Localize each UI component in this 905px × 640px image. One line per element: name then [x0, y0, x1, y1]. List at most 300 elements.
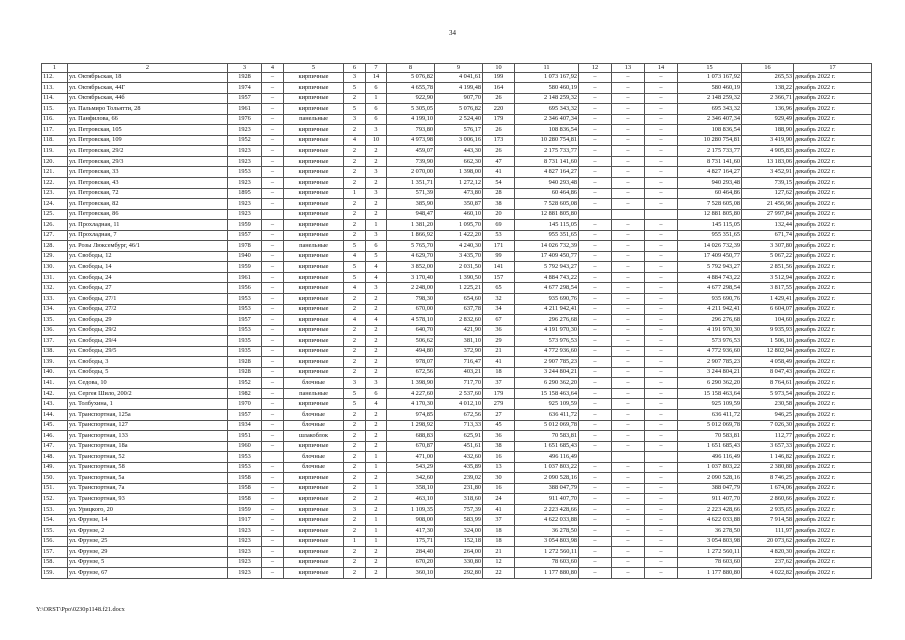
table-cell: 279 — [483, 399, 515, 410]
table-cell: 239,02 — [435, 473, 483, 484]
table-cell: 4 622 033,88 — [515, 515, 579, 526]
table-cell: 157. — [42, 547, 68, 558]
table-cell: декабрь 2022 г. — [794, 114, 872, 125]
table-row — [42, 241, 872, 252]
table-cell: – — [579, 241, 612, 252]
table-cell: 9 935,93 — [742, 325, 794, 336]
table-cell: 126. — [42, 220, 68, 231]
table-cell: кирпичные — [284, 325, 344, 336]
table-cell: 3 — [366, 125, 387, 136]
table-cell: 37 — [483, 378, 515, 389]
table-cell: 119. — [42, 146, 68, 157]
table-cell: 2 — [366, 336, 387, 347]
table-cell: 1 272 560,11 — [678, 547, 742, 558]
table-cell: – — [645, 135, 678, 146]
table-cell: 7 528 605,08 — [678, 199, 742, 210]
table-row — [42, 410, 872, 421]
table-cell: 688,83 — [387, 431, 435, 442]
table-cell: 908,00 — [387, 515, 435, 526]
table-cell: 637,78 — [435, 304, 483, 315]
table-cell: – — [579, 156, 612, 167]
table-cell: 13 — [483, 462, 515, 473]
table-cell: 1923 — [228, 199, 262, 210]
table-cell: 5 305,05 — [387, 104, 435, 115]
table-cell: 3 419,90 — [742, 135, 794, 146]
table-cell: 2 — [344, 293, 366, 304]
table-cell: – — [612, 188, 645, 199]
table-cell: 114. — [42, 93, 68, 104]
table-cell: 5 — [344, 262, 366, 273]
table-cell: 713,33 — [435, 420, 483, 431]
table-cell: 2 148 259,32 — [678, 93, 742, 104]
table-cell: – — [579, 568, 612, 579]
table-cell: декабрь 2022 г. — [794, 241, 872, 252]
table-cell: – — [262, 462, 284, 473]
table-cell: 8 047,43 — [742, 367, 794, 378]
table-cell: 5 765,70 — [387, 241, 435, 252]
table-cell: – — [612, 399, 645, 410]
table-cell: 955 351,65 — [678, 230, 742, 241]
table-cell: ул. Транспортная, 18а — [68, 441, 228, 452]
table-cell: 3 006,16 — [435, 135, 483, 146]
table-row — [42, 272, 872, 283]
table-cell: ул. Транспортная, 52 — [68, 452, 228, 463]
table-cell: 911 407,70 — [515, 494, 579, 505]
table-cell: – — [262, 230, 284, 241]
table-cell: 13 183,06 — [742, 156, 794, 167]
table-cell: 1923 — [228, 125, 262, 136]
table-cell: ул. Транспортная, 125а — [68, 410, 228, 421]
table-cell: 2 — [344, 199, 366, 210]
table-cell: кирпичные — [284, 399, 344, 410]
table-cell: 4 — [344, 251, 366, 262]
table-cell: 1923 — [228, 156, 262, 167]
table-cell: – — [262, 515, 284, 526]
table-cell: 36 278,50 — [678, 526, 742, 537]
table-cell: – — [612, 378, 645, 389]
table-cell: 324,00 — [435, 526, 483, 537]
table-cell: 1 429,41 — [742, 293, 794, 304]
table-cell: 5 — [344, 399, 366, 410]
table-cell: 6 — [366, 388, 387, 399]
table-cell: 385,90 — [387, 199, 435, 210]
table-cell: 4 191 970,30 — [515, 325, 579, 336]
table-cell: ул. Сергея Шило, 200/2 — [68, 388, 228, 399]
table-cell: ул. Свободы, 3 — [68, 357, 228, 368]
table-cell: ул. Толбухина, 1 — [68, 399, 228, 410]
table-cell: 1923 — [228, 568, 262, 579]
table-cell: кирпичные — [284, 188, 344, 199]
table-cell: ул. Пальмиро Тольятти, 28 — [68, 104, 228, 115]
table-cell: – — [579, 515, 612, 526]
table-cell: 381,10 — [435, 336, 483, 347]
table-cell: 1 422,20 — [435, 230, 483, 241]
table-cell: – — [579, 526, 612, 537]
table-cell: – — [579, 494, 612, 505]
table-cell: 152. — [42, 494, 68, 505]
table-cell: 695 343,32 — [678, 104, 742, 115]
table-cell: 1935 — [228, 346, 262, 357]
table-cell: 978,07 — [387, 357, 435, 368]
table-cell: – — [645, 188, 678, 199]
table-cell: – — [645, 494, 678, 505]
table-cell: 4 622 033,88 — [678, 515, 742, 526]
table-cell: 27 — [483, 410, 515, 421]
table-cell: декабрь 2022 г. — [794, 378, 872, 389]
table-cell: – — [262, 568, 284, 579]
table-row — [42, 557, 872, 568]
table-cell: 16 — [483, 483, 515, 494]
table-cell: – — [645, 367, 678, 378]
table-cell: 1 398,90 — [387, 378, 435, 389]
table-cell: 1923 — [228, 547, 262, 558]
housing-registry-table — [41, 63, 872, 579]
table-cell: 135. — [42, 315, 68, 326]
table-cell: 2 — [344, 515, 366, 526]
table-cell: 372,90 — [435, 346, 483, 357]
table-cell: 65 — [483, 283, 515, 294]
table-cell: – — [579, 293, 612, 304]
table-cell: 925 109,59 — [678, 399, 742, 410]
table-cell: – — [262, 304, 284, 315]
table-cell: 3 657,33 — [742, 441, 794, 452]
table-body — [42, 72, 872, 578]
table-cell: 4 — [366, 262, 387, 273]
table-cell: 1 — [344, 188, 366, 199]
table-cell: кирпичные — [284, 526, 344, 537]
table-cell: 576,17 — [435, 125, 483, 136]
table-cell: ул. Петровская, 86 — [68, 209, 228, 220]
table-row — [42, 420, 872, 431]
table-cell: 70 583,81 — [515, 431, 579, 442]
table-cell — [612, 452, 645, 463]
table-cell: декабрь 2022 г. — [794, 199, 872, 210]
table-cell: 2 — [344, 93, 366, 104]
table-row — [42, 251, 872, 262]
table-cell: 3 — [344, 72, 366, 83]
column-header: 12 — [579, 64, 612, 73]
table-cell: 69 — [483, 220, 515, 231]
table-cell: 145 115,05 — [678, 220, 742, 231]
table-cell: 70 583,81 — [678, 431, 742, 442]
table-cell: 716,47 — [435, 357, 483, 368]
table-cell: 145. — [42, 420, 68, 431]
table-cell: – — [645, 241, 678, 252]
table-cell: 179 — [483, 114, 515, 125]
table-cell: декабрь 2022 г. — [794, 283, 872, 294]
table-cell: 636 411,72 — [678, 410, 742, 421]
table-cell: ул. Петровская, 29/2 — [68, 146, 228, 157]
table-cell: кирпичные — [284, 346, 344, 357]
table-cell: декабрь 2022 г. — [794, 325, 872, 336]
table-cell: 41 — [483, 167, 515, 178]
table-cell: – — [579, 473, 612, 484]
table-cell: 153. — [42, 504, 68, 515]
table-cell: 1 225,21 — [435, 283, 483, 294]
table-cell: 151. — [42, 483, 68, 494]
table-cell: 2 366,71 — [742, 93, 794, 104]
table-cell: 940 293,48 — [678, 177, 742, 188]
table-cell: 230,58 — [742, 399, 794, 410]
table-cell: кирпичные — [284, 156, 344, 167]
table-cell: 1 — [366, 452, 387, 463]
table-cell: 4 884 743,22 — [678, 272, 742, 283]
table-cell: 4 199,48 — [435, 83, 483, 94]
table-cell: ул. Фрунзе, 67 — [68, 568, 228, 579]
column-header: 15 — [678, 64, 742, 73]
table-cell: ул. Свободы, 29/4 — [68, 336, 228, 347]
table-cell: 5 792 943,27 — [678, 262, 742, 273]
column-header: 3 — [228, 64, 262, 73]
table-cell: – — [579, 114, 612, 125]
table-cell: 8 764,61 — [742, 378, 794, 389]
table-cell: 2 907 785,23 — [678, 357, 742, 368]
table-cell — [579, 209, 612, 220]
table-cell: – — [262, 420, 284, 431]
table-cell: 4 820,30 — [742, 547, 794, 558]
table-row — [42, 494, 872, 505]
table-cell: 670,00 — [387, 304, 435, 315]
table-cell: – — [262, 367, 284, 378]
table-cell: – — [645, 146, 678, 157]
table-cell: 142. — [42, 388, 68, 399]
table-cell: 144. — [42, 410, 68, 421]
table-cell: 670,20 — [387, 557, 435, 568]
table-cell: 134. — [42, 304, 68, 315]
table-cell: 32 — [483, 293, 515, 304]
table-cell: – — [612, 325, 645, 336]
table-cell: – — [612, 410, 645, 421]
table-cell: – — [579, 146, 612, 157]
table-cell: 4 973,98 — [387, 135, 435, 146]
column-header: 10 — [483, 64, 515, 73]
table-cell: 18 — [483, 526, 515, 537]
table-cell: – — [645, 346, 678, 357]
table-cell: – — [262, 547, 284, 558]
table-cell: 2 175 733,77 — [515, 146, 579, 157]
table-cell: – — [579, 325, 612, 336]
table-cell: ул. Свободы, 27 — [68, 283, 228, 294]
table-cell: 20 — [483, 209, 515, 220]
table-cell: ул. Свободы, 29/2 — [68, 325, 228, 336]
table-cell: – — [262, 83, 284, 94]
table-cell: 2 524,40 — [435, 114, 483, 125]
table-cell: кирпичные — [284, 515, 344, 526]
table-cell: кирпичные — [284, 336, 344, 347]
table-cell: 571,39 — [387, 188, 435, 199]
table-cell: 2 — [366, 209, 387, 220]
table-row — [42, 515, 872, 526]
table-cell: кирпичные — [284, 357, 344, 368]
table-cell: 171 — [483, 241, 515, 252]
table-cell: – — [645, 483, 678, 494]
table-cell: 4 170,30 — [387, 399, 435, 410]
table-cell: 3 170,40 — [387, 272, 435, 283]
table-cell: 360,10 — [387, 568, 435, 579]
table-cell: 4 — [366, 315, 387, 326]
table-cell: 155. — [42, 526, 68, 537]
table-cell: блочные — [284, 410, 344, 421]
table-cell: 573 976,53 — [515, 336, 579, 347]
table-cell: 26 — [483, 125, 515, 136]
table-row — [42, 315, 872, 326]
table-cell: 443,30 — [435, 146, 483, 157]
table-cell: 432,60 — [435, 452, 483, 463]
table-cell: 2 — [344, 357, 366, 368]
table-cell: ул. Петровская, 72 — [68, 188, 228, 199]
table-cell: кирпичные — [284, 220, 344, 231]
table-cell: ул. Октябрьская, 44Г — [68, 83, 228, 94]
table-cell: 1928 — [228, 72, 262, 83]
table-cell: 4 827 164,27 — [515, 167, 579, 178]
table-cell: 2 — [344, 557, 366, 568]
table-cell: ул. Транспортная, 133 — [68, 431, 228, 442]
column-header: 1 — [42, 64, 68, 73]
table-row — [42, 399, 872, 410]
table-cell: – — [612, 526, 645, 537]
table-cell: кирпичные — [284, 177, 344, 188]
table-cell: 4 227,60 — [387, 388, 435, 399]
table-cell: 26 — [483, 93, 515, 104]
table-cell: 265,53 — [742, 72, 794, 83]
table-cell: 5 — [344, 241, 366, 252]
table-cell: 672,56 — [387, 367, 435, 378]
table-cell: 4 199,10 — [387, 114, 435, 125]
table-cell: ул. Транспортная, 58 — [68, 462, 228, 473]
table-cell: 122. — [42, 177, 68, 188]
table-cell: 2 — [344, 220, 366, 231]
table-cell: 1959 — [228, 220, 262, 231]
table-cell: декабрь 2022 г. — [794, 304, 872, 315]
table-cell: 1 095,70 — [435, 220, 483, 231]
table-cell: 1953 — [228, 293, 262, 304]
table-cell: 4 578,10 — [387, 315, 435, 326]
table-row — [42, 452, 872, 463]
column-header: 13 — [612, 64, 645, 73]
table-row — [42, 199, 872, 210]
table-cell: – — [645, 114, 678, 125]
table-cell: кирпичные — [284, 441, 344, 452]
table-cell: 145 115,05 — [515, 220, 579, 231]
table-cell: ул. Фрунзе, 29 — [68, 547, 228, 558]
table-cell: 1951 — [228, 431, 262, 442]
table-cell: декабрь 2022 г. — [794, 72, 872, 83]
table-row — [42, 336, 872, 347]
table-cell: 141 — [483, 262, 515, 273]
table-cell: 3 452,91 — [742, 167, 794, 178]
table-cell: – — [579, 167, 612, 178]
table-cell: – — [645, 177, 678, 188]
table-cell: 1 — [366, 483, 387, 494]
table-cell: – — [612, 114, 645, 125]
table-cell: 164 — [483, 83, 515, 94]
table-cell: 27 997,84 — [742, 209, 794, 220]
table-cell: 1923 — [228, 526, 262, 537]
table-cell: 1957 — [228, 230, 262, 241]
table-cell: 2 380,88 — [742, 462, 794, 473]
table-row — [42, 441, 872, 452]
table-cell: – — [645, 504, 678, 515]
table-cell: декабрь 2022 г. — [794, 473, 872, 484]
table-cell: 4 905,83 — [742, 146, 794, 157]
table-cell: 130. — [42, 262, 68, 273]
table-cell: декабрь 2022 г. — [794, 188, 872, 199]
table-cell: 460,10 — [435, 209, 483, 220]
table-cell: – — [579, 104, 612, 115]
table-cell: 6 — [366, 83, 387, 94]
table-cell: декабрь 2022 г. — [794, 388, 872, 399]
table-cell: 1 037 803,22 — [678, 462, 742, 473]
table-cell: 1 272 560,11 — [515, 547, 579, 558]
table-cell: 199 — [483, 72, 515, 83]
table-cell: 7 528 605,08 — [515, 199, 579, 210]
table-cell: 435,89 — [435, 462, 483, 473]
table-cell — [612, 209, 645, 220]
table-cell: блочные — [284, 420, 344, 431]
table-cell: 2 346 407,34 — [678, 114, 742, 125]
table-cell: 21 — [483, 547, 515, 558]
table-cell: – — [612, 199, 645, 210]
table-cell: 1 109,35 — [387, 504, 435, 515]
table-cell: – — [612, 346, 645, 357]
table-cell: 1 351,71 — [387, 177, 435, 188]
table-cell: 2 — [344, 452, 366, 463]
table-cell: – — [262, 146, 284, 157]
table-cell: 20 073,62 — [742, 536, 794, 547]
table-cell: – — [645, 357, 678, 368]
table-cell: ул. Петровская, 33 — [68, 167, 228, 178]
table-cell: 60 464,86 — [678, 188, 742, 199]
table-cell: – — [645, 315, 678, 326]
column-header: 16 — [742, 64, 794, 73]
table-cell: 3 — [366, 167, 387, 178]
table-cell: 2 — [366, 431, 387, 442]
table-row — [42, 325, 872, 336]
table-cell: 1974 — [228, 83, 262, 94]
table-cell: 146. — [42, 431, 68, 442]
table-row — [42, 93, 872, 104]
table-cell: 1 651 685,43 — [678, 441, 742, 452]
table-cell: – — [262, 125, 284, 136]
table-cell: 1928 — [228, 367, 262, 378]
table-cell: блочные — [284, 378, 344, 389]
table-cell: 29 — [483, 336, 515, 347]
table-cell: – — [579, 93, 612, 104]
table-cell: 451,61 — [435, 441, 483, 452]
table-row — [42, 220, 872, 231]
column-header: 6 — [344, 64, 366, 73]
table-cell: кирпичные — [284, 146, 344, 157]
table-cell: 929,49 — [742, 114, 794, 125]
table-cell: 5 973,54 — [742, 388, 794, 399]
table-cell: – — [612, 104, 645, 115]
table-cell: 38 — [483, 199, 515, 210]
table-cell: – — [262, 72, 284, 83]
table-cell: 2 031,50 — [435, 262, 483, 273]
table-cell: 543,29 — [387, 462, 435, 473]
table-cell: 36 — [483, 325, 515, 336]
table-cell: 231,80 — [435, 483, 483, 494]
table-cell: 1923 — [228, 177, 262, 188]
table-cell: декабрь 2022 г. — [794, 568, 872, 579]
table-cell: 4 191 970,30 — [678, 325, 742, 336]
table-cell: декабрь 2022 г. — [794, 452, 872, 463]
table-cell: 5 — [344, 104, 366, 115]
table-cell: 10 280 754,81 — [515, 135, 579, 146]
table-cell: 140. — [42, 367, 68, 378]
table-cell: – — [612, 388, 645, 399]
table-cell: 6 604,07 — [742, 304, 794, 315]
